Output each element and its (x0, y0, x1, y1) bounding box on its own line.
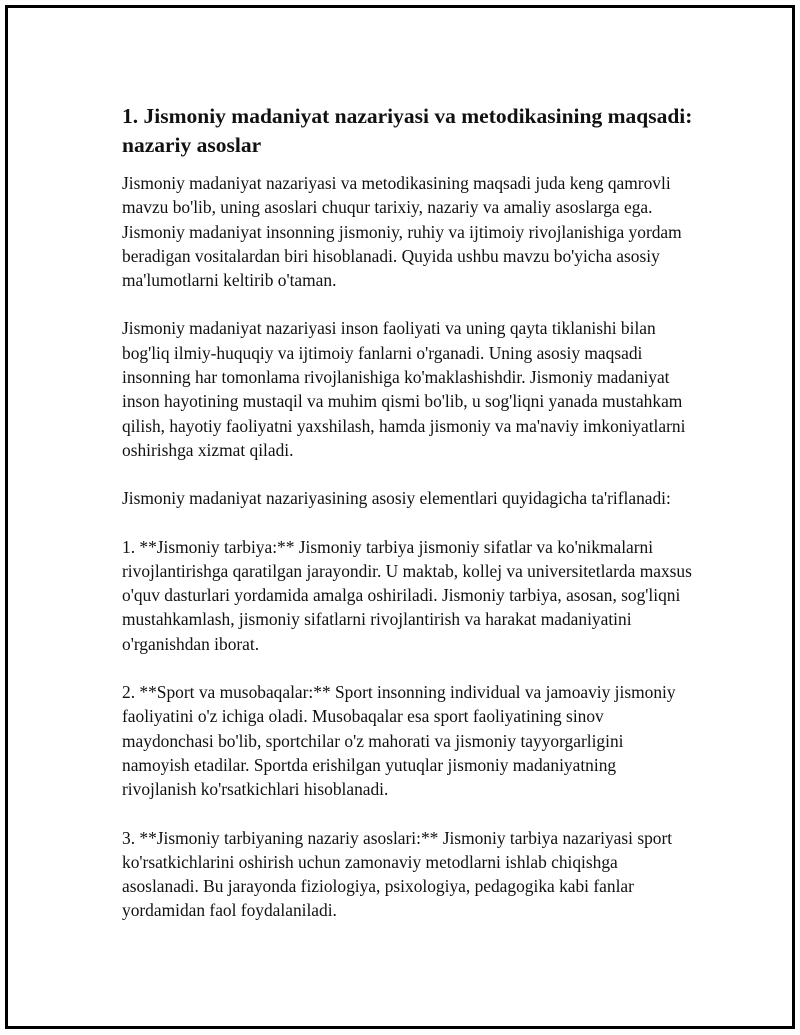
paragraph-elements-intro: Jismoniy madaniyat nazariyasining asosiy elementlari quyidagicha ta'riflanadi: (122, 488, 671, 509)
document-body (122, 102, 694, 947)
list-item-physical-education: 1. **Jismoniy tarbiya:** Jismoniy tarbiya jismoniy sifatlar va ko'nikmalarni rivojlantirishga qaratilgan jarayondir. U maktab, kollej va universitetlarda maxsus o'quv dasturlari yordamida amalga oshiriladi. Jismoniy tarbiya, asosan, sog'liqni mustahkamlash, jismoniy sifatlarni rivojlantirish va harakat madaniyatini o'rganishdan iborat. (122, 536, 692, 654)
document-title: 1. Jismoniy madaniyat nazariyasi va metodikasining maqsadi: nazariy asoslar (122, 104, 693, 157)
list-item-theoretical-foundations: 3. **Jismoniy tarbiyaning nazariy asoslari:** Jismoniy tarbiya nazariyasi sport ko'rsatkichlarini oshirish uchun zamonaviy metodlarni ishlab chiqishga asoslanadi. Bu jarayonda fiziologiya, psixologiya, pedagogika kabi fanlar yordamidan faol foydalaniladi. (122, 827, 673, 921)
list-item-sport-competitions: 2. **Sport va musobaqalar:** Sport insonning individual va jamoaviy jismoniy faoliyatini o'z ichiga oladi. Musobaqalar esa sport faoliyatining sinov maydonchasi bo'lib, sportchilar o'z mahorati va jismoniy tayyorgarligini namoyish etadilar. Sportda erishilgan yutuqlar jismoniy madaniyatning rivojlanish ko'rsatkichlari hisoblanadi. (122, 682, 676, 800)
paragraph-intro: Jismoniy madaniyat nazariyasi va metodikasining maqsadi juda keng qamrovli mavzu bo'lib, uning asoslari chuqur tarixiy, nazariy va amaliy asoslarga ega. Jismoniy madaniyat insonning jismoniy, ruhiy va ijtimoiy rivojlanishiga yordam beradigan vositalardan biri hisoblanadi. Quyida ushbu mavzu bo'yicha asosiy ma'lumotlarni keltirib o'taman. (122, 173, 682, 291)
page-frame (5, 5, 795, 1029)
paragraph-theory: Jismoniy madaniyat nazariyasi inson faoliyati va uning qayta tiklanishi bilan bog'liq ilmiy-huquqiy va ijtimoiy fanlarni o'rganadi. Uning asosiy maqsadi insonning har tomonlama rivojlanishiga ko'maklashishdir. Jismoniy madaniyat inson hayotining mustaqil va muhim qismi bo'lib, u sog'liqni yanada mustahkam qilish, hayotiy faoliyatni yaxshilash, hamda jismoniy va ma'naviy imkoniyatlarni oshirishga xizmat qiladi. (122, 318, 686, 460)
